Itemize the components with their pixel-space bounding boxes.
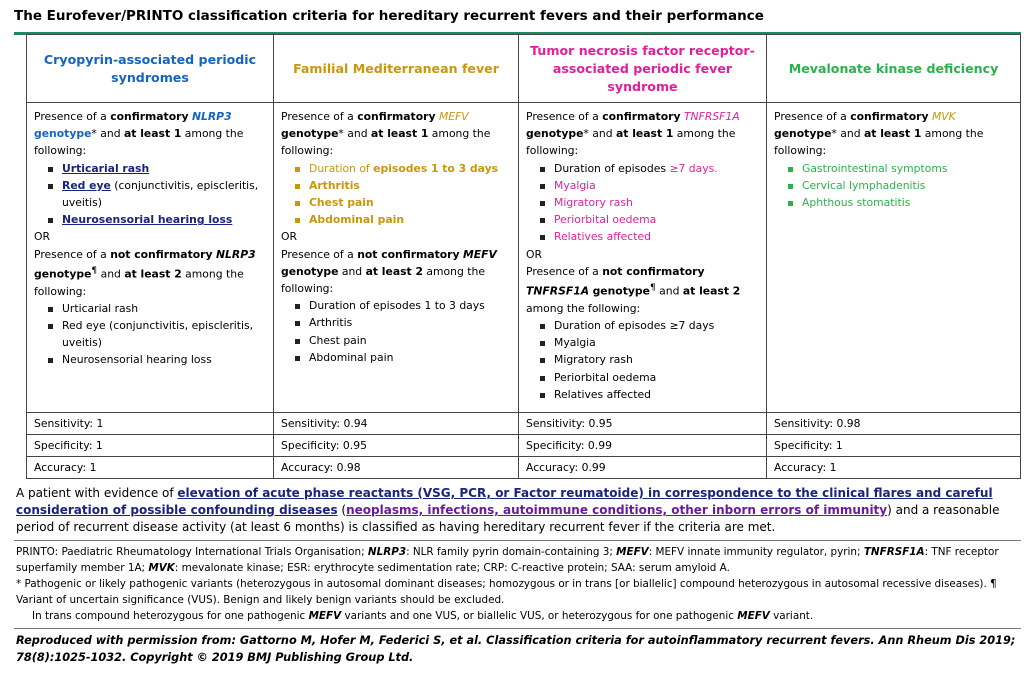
- table-cell: Specificity: 0.99: [519, 435, 767, 457]
- header-fmf: Familial Mediterranean fever: [274, 35, 519, 103]
- list-item: Duration of episodes 1 to 3 days: [309, 297, 511, 314]
- list-item: Neurosensorial hearing loss: [62, 351, 266, 368]
- table-cell: Accuracy: 0.98: [274, 457, 519, 479]
- fmf-criteria: Presence of a confirmatory MEFV genotype* and at least 1 among the following: Duration of episodes 1 to 3 days Arthritis Chest pain Abdominal pain OR Presence of a not confirmatory MEFV genotype and at least 2 among the following: Duration of episodes 1 to 3 days Arthritis Chest pain Abdominal pain: [274, 103, 519, 413]
- list-item: Myalgia: [554, 334, 759, 351]
- table-cell: Accuracy: 1: [27, 457, 274, 479]
- criteria-row: [27, 103, 1021, 413]
- sensitivity-row: [27, 413, 1021, 435]
- criteria-table: [26, 34, 1021, 479]
- list-item: Neurosensorial hearing loss: [62, 211, 266, 228]
- list-item: Abdominal pain: [309, 349, 511, 366]
- list-item: Migratory rash: [554, 351, 759, 368]
- list-item: Arthritis: [309, 177, 511, 194]
- divider: [14, 628, 1021, 629]
- list-item: Migratory rash: [554, 194, 759, 211]
- table-cell: Specificity: 1: [767, 435, 1021, 457]
- list-item: Periorbital oedema: [554, 211, 759, 228]
- table-cell: Sensitivity: 0.95: [519, 413, 767, 435]
- specificity-row: [27, 435, 1021, 457]
- list-item: Myalgia: [554, 177, 759, 194]
- caps-criteria: Presence of a confirmatory NLRP3 genotype* and at least 1 among the following: Urticarial rash Red eye (conjunctivitis, episcleritis, uveitis) Neurosensorial hearing loss OR Presence of a not confirmatory NLRP3 genotype¶ and at least 2 among the following: Urticarial rash Red eye (conjunctivitis, episcleritis, uveitis) Neurosensorial hearing loss: [27, 103, 274, 413]
- list-item: Relatives affected: [554, 228, 759, 245]
- list-item: Abdominal pain: [309, 211, 511, 228]
- list-item: Urticarial rash: [62, 160, 266, 177]
- list-item: Chest pain: [309, 332, 511, 349]
- header-mkd: Mevalonate kinase deficiency: [767, 35, 1021, 103]
- page-title: The Eurofever/PRINTO classification criteria for hereditary recurrent fevers and their performance: [14, 8, 764, 24]
- list-item: Gastrointestinal symptoms: [802, 160, 1013, 177]
- accuracy-row: [27, 457, 1021, 479]
- table-cell: Accuracy: 0.99: [519, 457, 767, 479]
- table-cell: Sensitivity: 1: [27, 413, 274, 435]
- divider: [14, 540, 1021, 541]
- list-item: Duration of episodes ≥7 days: [554, 317, 759, 334]
- list-item: Aphthous stomatitis: [802, 194, 1013, 211]
- list-item: Urticarial rash: [62, 300, 266, 317]
- reference: Reproduced with permission from: Gattorno M, Hofer M, Federici S, et al. Classification criteria for autoinflammatory recurrent fevers. Ann Rheum Dis 2019; 78(8):1025-1032. Copyright © 2019 BMJ Publishing Group Ltd.: [16, 634, 1016, 664]
- list-item: Cervical lymphadenitis: [802, 177, 1013, 194]
- table-cell: Sensitivity: 0.94: [274, 413, 519, 435]
- list-item: Relatives affected: [554, 386, 759, 403]
- list-item: Arthritis: [309, 314, 511, 331]
- footnote-star: * Pathogenic or likely pathogenic variants (heterozygous in autosomal dominant diseases; homozygous or in trans [or biallelic] compound heterozygous in autosomal recessive diseases). ¶ Variant of uncertain significance (VUS). Benign and likely benign variants should be excluded.: [16, 578, 997, 606]
- abbreviations: PRINTO: Paediatric Rheumatology International Trials Organisation; NLRP3: NLR family pyrin domain-containing 3; MEFV: MEFV innate immunity regulator, pyrin; TNFRSF1A: TNF receptor superfamily member 1A; MVK: mevalonate kinase; ESR: erythrocyte sedimentation rate; CRP: C-reactive protein; SAA: serum amyloid A. * Pathogenic or likely pathogenic variants (heterozygous in autosomal dominant diseases; homozygous or in trans [or biallelic] compound heterozygous in autosomal recessive diseases). ¶ Variant of uncertain significance (VUS). Benign and likely benign variants should be excluded. In trans compound heterozygous for one pathogenic MEFV variants and one VUS, or biallelic VUS, or heterozygous for one pathogenic MEFV variant.: [16, 544, 1021, 624]
- classification-note: A patient with evidence of elevation of acute phase reactants (VSG, PCR, or Factor reumatoide) in correspondence to the clinical flares and careful consideration of possible confounding diseases (neoplasms, infections, autoimmune conditions, other inborn errors of immunity) and a reasonable period of recurrent disease activity (at least 6 months) is classified as having hereditary recurrent fever if the criteria are met.: [16, 486, 1000, 534]
- list-item: Red eye (conjunctivitis, episcleritis, uveitis): [62, 177, 266, 211]
- table-cell: Specificity: 1: [27, 435, 274, 457]
- table-cell: Accuracy: 1: [767, 457, 1021, 479]
- list-item: Duration of episodes 1 to 3 days: [309, 160, 511, 177]
- header-traps: Tumor necrosis factor receptor-associated periodic fever syndrome: [519, 35, 767, 103]
- header-caps: Cryopyrin-associated periodic syndromes: [27, 35, 274, 103]
- table-cell: Sensitivity: 0.98: [767, 413, 1021, 435]
- table-cell: Specificity: 0.95: [274, 435, 519, 457]
- traps-criteria: Presence of a confirmatory TNFRSF1A genotype* and at least 1 among the following: Duration of episodes ≥7 days. Myalgia Migratory rash Periorbital oedema Relatives affected OR Presence of a not confirmatory TNFRSF1A genotype¶ and at least 2 among the following: Duration of episodes ≥7 days Myalgia Migratory rash Periorbital oedema Relatives affected: [519, 103, 767, 413]
- mkd-criteria: Presence of a confirmatory MVK genotype* and at least 1 among the following: Gastrointestinal symptoms Cervical lymphadenitis Aphthous stomatitis: [767, 103, 1021, 413]
- list-item: Duration of episodes ≥7 days.: [554, 160, 759, 177]
- list-item: Chest pain: [309, 194, 511, 211]
- list-item: Periorbital oedema: [554, 369, 759, 386]
- list-item: Red eye (conjunctivitis, episcleritis, uveitis): [62, 317, 266, 351]
- header-row: [27, 35, 1021, 103]
